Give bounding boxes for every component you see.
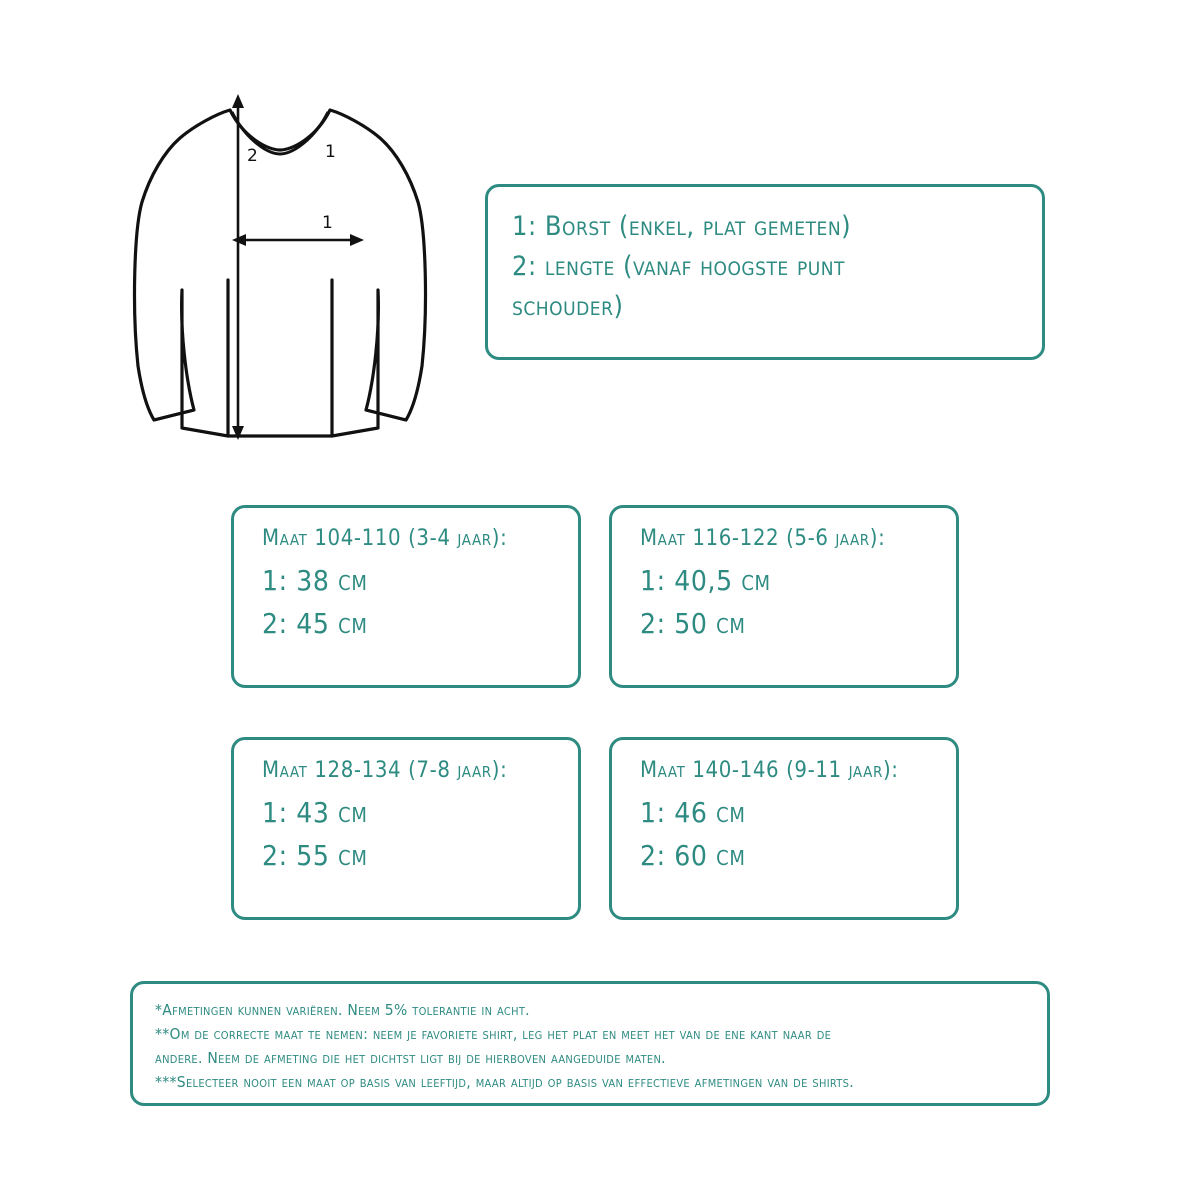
chest-dimension-label: 1 <box>325 142 337 162</box>
notes-box <box>130 981 1050 1106</box>
legend-line-1: 1: Borst (enkel, plat gemeten) <box>512 211 852 242</box>
size-box-104-110 <box>231 505 581 688</box>
callout-chest-1: 1 <box>322 213 334 233</box>
note-line-2: **Om de correcte maat te nemen: neem je favoriete shirt, leg het plat en meet het van de ene kant naar de <box>155 1025 832 1043</box>
size-box-140-146 <box>609 737 959 920</box>
size-title: Maat 104-110 (3-4 jaar): <box>262 526 508 551</box>
callout-length-2: 2 <box>247 146 259 166</box>
size-chest-value: 1: 46 cm <box>640 796 746 829</box>
shirt-illustration <box>120 80 460 460</box>
shirt-drawing-svg <box>120 80 460 460</box>
size-title: Maat 128-134 (7-8 jaar): <box>262 758 508 783</box>
note-line-1: *Afmetingen kunnen variëren. Neem 5% tolerantie in acht. <box>155 1001 530 1019</box>
size-length-value: 2: 55 cm <box>262 839 368 872</box>
note-line-3: andere. Neem de afmeting die het dichtst ligt bij de hierboven aangeduide maten. <box>155 1049 666 1067</box>
size-title: Maat 140-146 (9-11 jaar): <box>640 758 899 783</box>
size-box-128-134 <box>231 737 581 920</box>
size-chest-value: 1: 38 cm <box>262 564 368 597</box>
size-chest-value: 1: 43 cm <box>262 796 368 829</box>
size-title: Maat 116-122 (5-6 jaar): <box>640 526 886 551</box>
legend-line-2: 2: lengte (vanaf hoogste punt <box>512 251 845 282</box>
size-length-value: 2: 50 cm <box>640 607 746 640</box>
size-box-116-122 <box>609 505 959 688</box>
legend-box <box>485 184 1045 360</box>
size-chest-value: 1: 40,5 cm <box>640 564 771 597</box>
note-line-4: ***Selecteer nooit een maat op basis van leeftijd, maar altijd op basis van effectieve afmetingen van de shirts. <box>155 1073 854 1091</box>
legend-line-3: schouder) <box>512 291 624 322</box>
size-length-value: 2: 60 cm <box>640 839 746 872</box>
size-length-value: 2: 45 cm <box>262 607 368 640</box>
